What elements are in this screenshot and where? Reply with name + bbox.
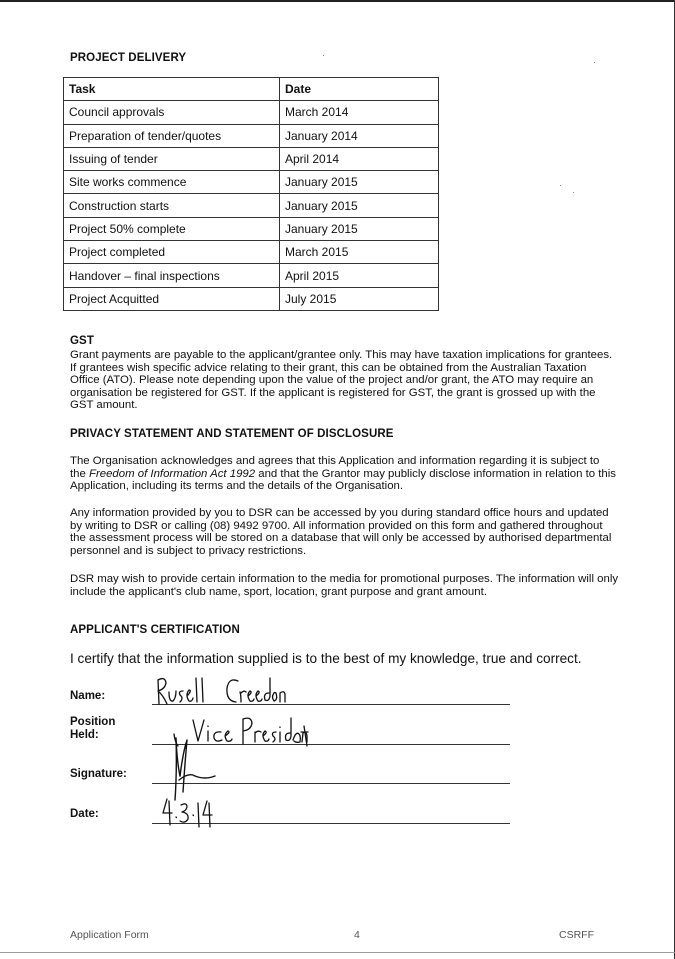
project-delivery-heading: PROJECT DELIVERY <box>70 52 187 64</box>
privacy-line: The Organisation acknowledges and agrees that this Application and information regarding it is subject to <box>70 455 600 467</box>
privacy-line: include the applicant's club name, sport, location, grant purpose and grant amount. <box>70 585 487 598</box>
task-cell: Preparation of tender/quotes <box>64 124 280 147</box>
scan-speck <box>323 55 324 56</box>
position-label <box>70 716 115 742</box>
column-header-date: Date <box>280 78 439 101</box>
task-cell: Council approvals <box>64 101 280 124</box>
table-row <box>64 101 439 124</box>
foi-act-title: Freedom of Information Act 1992 <box>89 467 256 480</box>
task-cell: Project completed <box>64 241 280 264</box>
date-cell: March 2014 <box>280 101 439 124</box>
task-cell: Handover – final inspections <box>64 264 280 287</box>
gst-line: If grantees wish specific advice relating to their grant, this can be obtained from the Australian Taxation <box>70 361 587 374</box>
table-row <box>64 287 439 310</box>
privacy-paragraph-2 <box>70 507 620 557</box>
page-number: 4 <box>354 929 360 941</box>
table-row <box>64 217 439 240</box>
task-cell: Construction starts <box>64 194 280 217</box>
date-cell: March 2015 <box>280 241 439 264</box>
privacy-line: personnel and is subject to privacy restrictions. <box>70 544 307 557</box>
position-label-line2: Held: <box>70 729 99 741</box>
gst-line: GST amount. <box>70 399 138 412</box>
date-cell: July 2015 <box>280 287 439 310</box>
gst-paragraph <box>70 349 620 412</box>
name-handwriting-image <box>155 674 285 706</box>
page-bottom-edge <box>0 952 675 953</box>
name-label: Name: <box>70 690 106 702</box>
privacy-text: and that the Grantor may publicly disclose information in relation to this <box>255 467 616 480</box>
task-cell: Project Acquitted <box>64 287 280 310</box>
position-label-line1: Position <box>70 716 116 728</box>
task-cell: Site works commence <box>64 171 280 194</box>
date-cell: April 2014 <box>280 147 439 170</box>
table-header-row <box>64 78 439 101</box>
privacy-paragraph-1 <box>70 455 620 493</box>
column-header-task: Task <box>64 78 280 101</box>
table-row <box>64 264 439 287</box>
date-cell: January 2015 <box>280 171 439 194</box>
privacy-paragraph-3 <box>70 573 620 598</box>
date-cell: January 2014 <box>280 124 439 147</box>
date-label: Date: <box>70 808 99 820</box>
date-handwriting <box>162 795 214 834</box>
name-handwriting <box>155 674 285 711</box>
scan-speck <box>560 185 561 186</box>
gst-line: Office (ATO). Please note depending upon the value of the project and/or grant, the ATO may require an <box>70 374 594 387</box>
privacy-heading: PRIVACY STATEMENT AND STATEMENT OF DISCLOSURE <box>70 428 394 440</box>
project-delivery-table <box>63 77 439 311</box>
certification-statement: I certify that the information supplied is to the best of my knowledge, true and correct. <box>70 651 582 666</box>
signature-handwriting-image <box>165 732 225 802</box>
date-handwriting-image <box>162 795 214 829</box>
table-row <box>64 124 439 147</box>
privacy-text: the <box>70 467 89 480</box>
privacy-line: DSR may wish to provide certain information to the media for promotional purposes. The information will only <box>70 573 619 585</box>
signature-label: Signature: <box>70 768 127 780</box>
gst-line: organisation be registered for GST. If the applicant is registered for GST, the grant is grossed up with the <box>70 386 596 399</box>
certification-heading: APPLICANT'S CERTIFICATION <box>70 624 240 636</box>
date-cell: April 2015 <box>280 264 439 287</box>
table-row <box>64 241 439 264</box>
date-cell: January 2015 <box>280 217 439 240</box>
scan-speck <box>594 62 595 63</box>
table-row <box>64 147 439 170</box>
gst-line: Grant payments are payable to the applicant/grantee only. This may have taxation implications for grantees. <box>70 349 613 361</box>
page-top-edge <box>0 0 675 2</box>
table-row <box>64 171 439 194</box>
footer-left: Application Form <box>70 929 149 941</box>
date-cell: January 2015 <box>280 194 439 217</box>
privacy-line: Any information provided by you to DSR can be accessed by you during standard office hours and updated <box>70 507 609 519</box>
task-cell: Issuing of tender <box>64 147 280 170</box>
privacy-line: the assessment process will be stored on a database that will only be accessed by authorised departmental <box>70 532 612 545</box>
privacy-line: Application, including its terms and the details of the Organisation. <box>70 480 404 493</box>
privacy-line <box>70 468 620 481</box>
gst-heading: GST <box>70 335 94 347</box>
footer-right: CSRFF <box>559 929 594 941</box>
table-row <box>64 194 439 217</box>
scan-speck <box>573 192 574 193</box>
task-cell: Project 50% complete <box>64 217 280 240</box>
privacy-line: by writing to DSR or calling (08) 9492 9700. All information provided on this form and gathered throughout <box>70 519 603 532</box>
